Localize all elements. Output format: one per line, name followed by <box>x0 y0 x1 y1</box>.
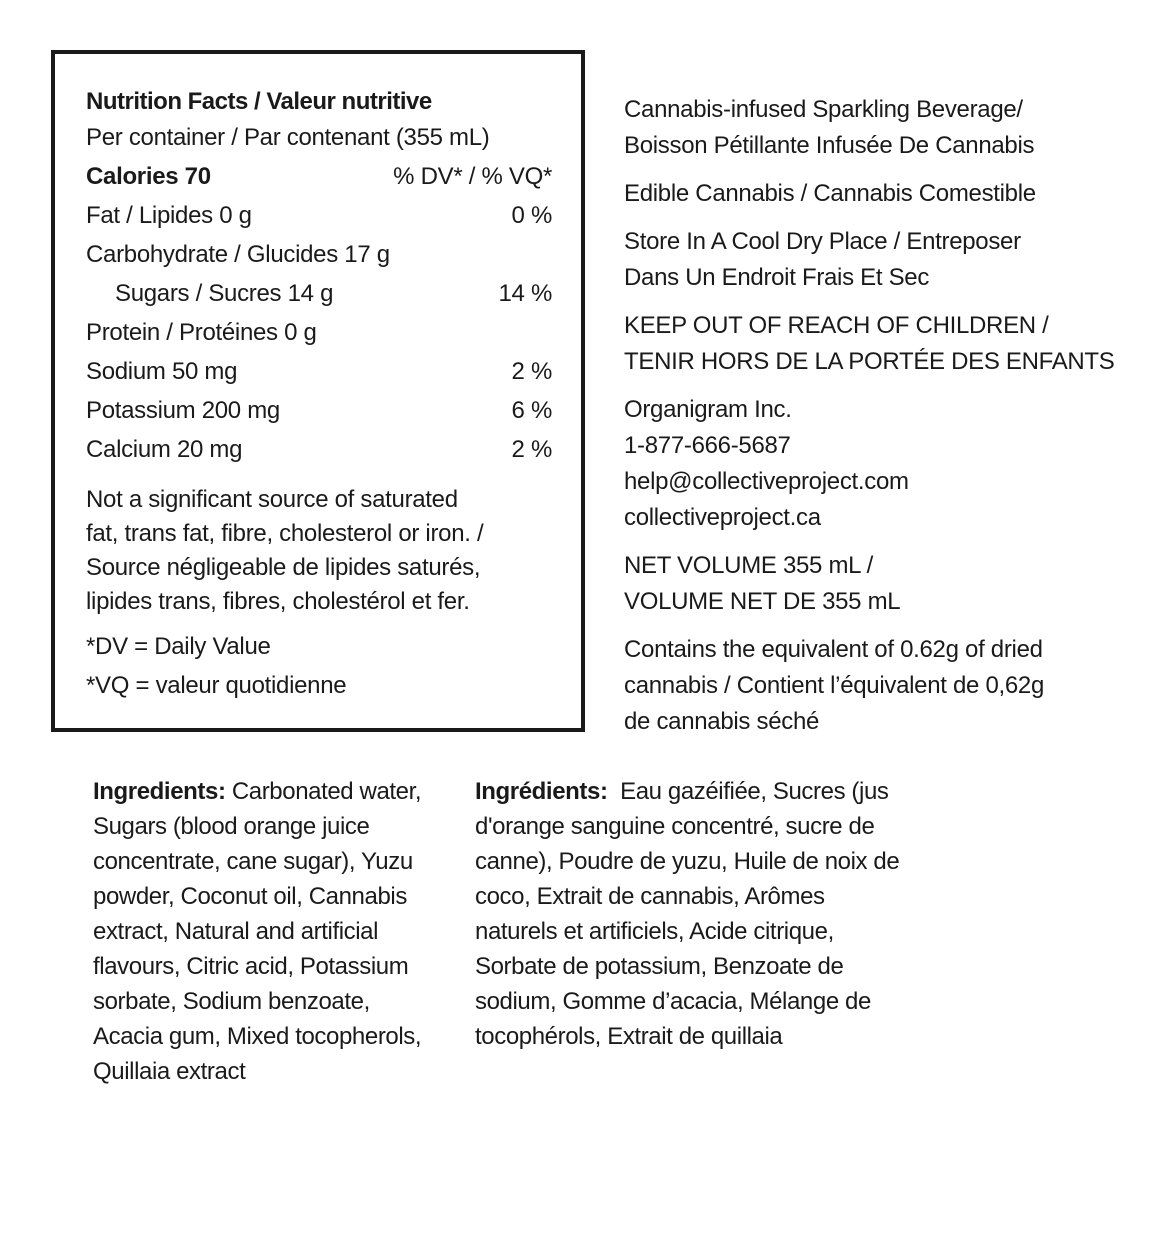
calories-label: Calories 70 <box>86 163 211 190</box>
nutrient-label: Protein / Protéines 0 g <box>86 319 317 346</box>
nutrient-row <box>86 436 552 475</box>
serving-size: Per container / Par contenant (355 mL) <box>86 124 490 151</box>
nutrient-label: Potassium 200 mg <box>86 397 280 424</box>
nutrient-dv: 0 % <box>511 202 552 229</box>
nutrient-dv: 14 % <box>498 280 552 307</box>
nutrient-row <box>86 280 552 319</box>
website: collectiveproject.ca <box>624 504 821 531</box>
label-info-column <box>624 92 1154 752</box>
phone-number: 1-877-666-5687 <box>624 432 791 459</box>
ingredients-text-en: Carbonated water, Sugars (blood orange juice concentrate, cane sugar), Yuzu powder, Coconut oil, Cannabis extract, Natural and artificial flavours, Citric acid, Potassium sorbate, Sodium benzoate, Acacia gum, Mixed tocopherols, Quillaia extract <box>93 778 422 1085</box>
nutrient-row <box>86 397 552 436</box>
storage-instructions: Store In A Cool Dry Place / Entreposer Dans Un Endroit Frais Et Sec <box>624 228 1021 291</box>
cannabis-equivalent: Contains the equivalent of 0.62g of dried cannabis / Contient l’équivalent de 0,62g de cannabis séché <box>624 636 1045 735</box>
nutrient-row <box>86 358 552 397</box>
nutrient-label: Calcium 20 mg <box>86 436 243 463</box>
product-class: Edible Cannabis / Cannabis Comestible <box>624 180 1036 207</box>
company-contact <box>624 392 1154 536</box>
nutrition-facts-table <box>51 50 585 732</box>
nutrient-row <box>86 319 552 358</box>
nutrient-label: Sodium 50 mg <box>86 358 238 385</box>
nutrient-row <box>86 241 552 280</box>
company-name: Organigram Inc. <box>624 396 792 423</box>
ingredients-text-fr: Eau gazéifiée, Sucres (jus d'orange sanguine concentré, sucre de canne), Poudre de yuzu, Huile de noix de coco, Extrait de cannabis, Arômes naturels et artificiels, Acide citrique, Sorbate de potassium, Benzoate de sodium, Gomme d’acacia, Mélange de tocophérols, Extrait de quillaia <box>475 778 900 1050</box>
product-description: Cannabis-infused Sparkling Beverage/ Boisson Pétillante Infusée De Cannabis <box>624 96 1035 159</box>
child-warning: KEEP OUT OF REACH OF CHILDREN / TENIR HORS DE LA PORTÉE DES ENFANTS <box>624 312 1115 375</box>
nutrient-label: Fat / Lipides 0 g <box>86 202 252 229</box>
nutrient-label: Carbohydrate / Glucides 17 g <box>86 241 390 268</box>
footnote-dv: *DV = Daily Value <box>86 633 271 660</box>
ingredients-english <box>93 774 438 1089</box>
nutrient-row <box>86 202 552 241</box>
ingredients-french <box>475 774 910 1054</box>
footnote-vq: *VQ = valeur quotidienne <box>86 672 347 699</box>
calories-row <box>86 163 552 202</box>
nutrition-title: Nutrition Facts / Valeur nutritive <box>86 88 432 115</box>
net-volume: NET VOLUME 355 mL / VOLUME NET DE 355 mL <box>624 552 901 615</box>
nutrition-facts-content <box>86 88 552 705</box>
ingredients-heading-en: Ingredients: <box>93 778 226 805</box>
email-address: help@collectiveproject.com <box>624 468 909 495</box>
ingredients-heading-fr: Ingrédients: <box>475 778 608 805</box>
nutrient-dv: 2 % <box>511 358 552 385</box>
significance-note: Not a significant source of saturated fat, trans fat, fibre, cholesterol or iron. / Source négligeable de lipides saturés, lipides trans, fibres, cholestérol et fer. <box>86 486 484 615</box>
dv-header: % DV* / % VQ* <box>393 163 552 190</box>
nutrient-label: Sugars / Sucres 14 g <box>115 280 334 307</box>
nutrient-dv: 6 % <box>511 397 552 424</box>
nutrient-dv: 2 % <box>511 436 552 463</box>
footnotes <box>86 627 552 705</box>
